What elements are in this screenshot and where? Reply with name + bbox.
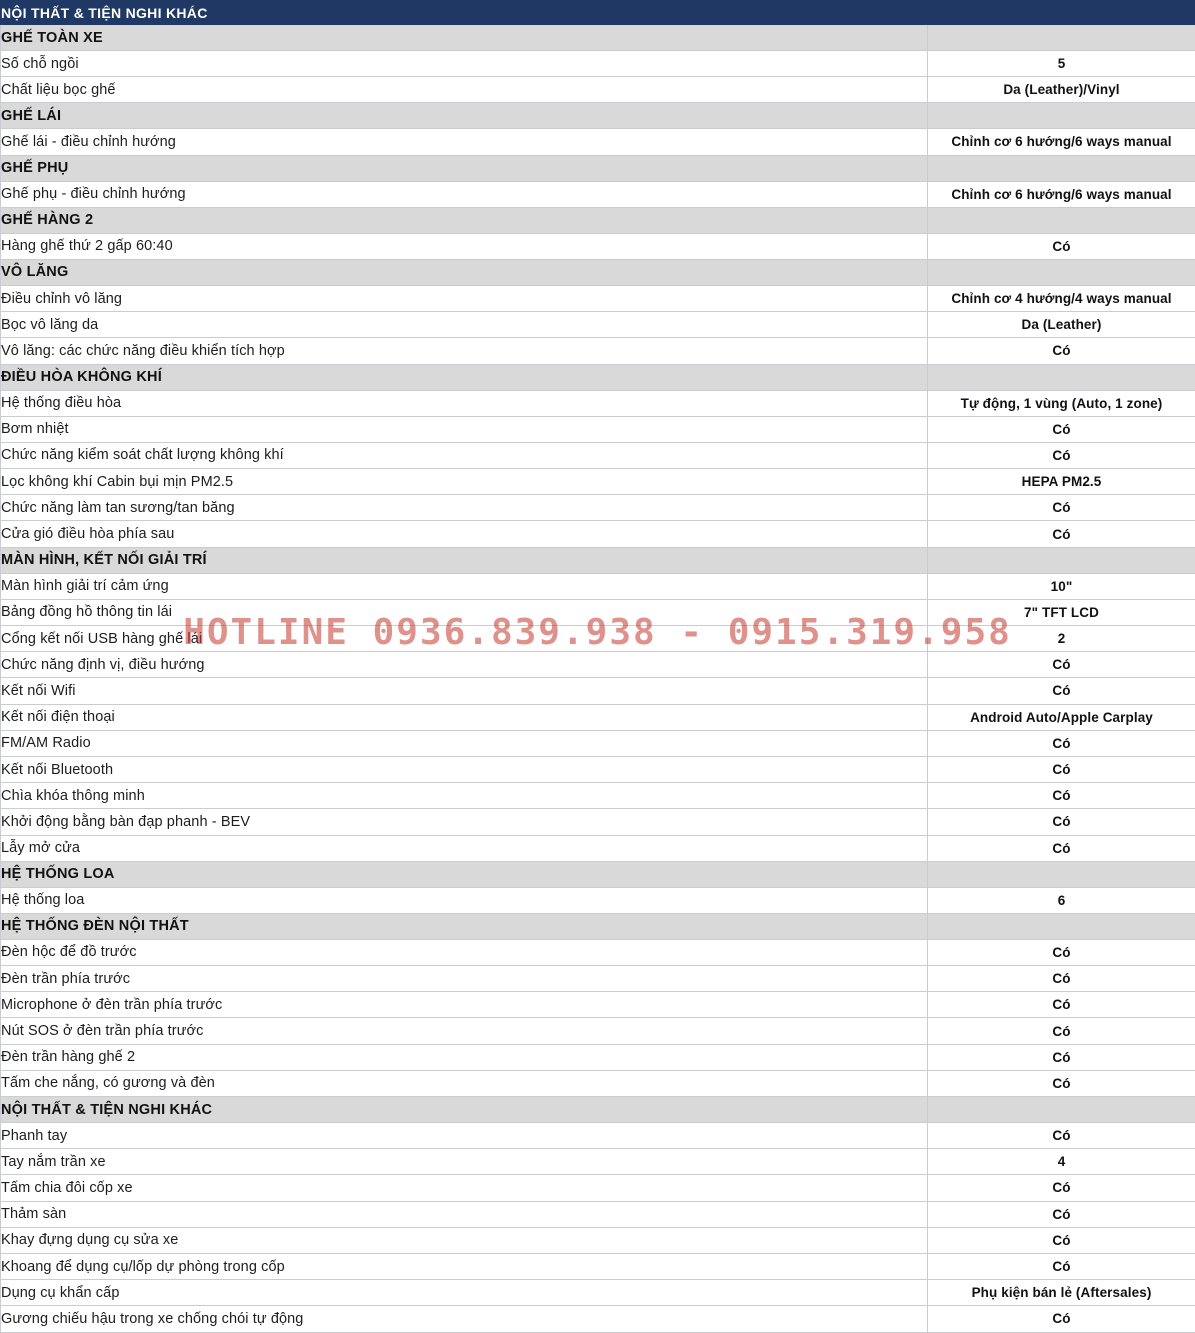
table-row: [1, 1253, 1195, 1279]
spec-label: MÀN HÌNH, KẾT NỐI GIẢI TRÍ: [1, 547, 928, 573]
spec-label: Cổng kết nối USB hàng ghế lái: [1, 626, 928, 652]
spec-value: [928, 364, 1195, 390]
spec-label: Hàng ghế thứ 2 gấp 60:40: [1, 233, 928, 259]
spec-label: Hệ thống điều hòa: [1, 390, 928, 416]
spec-label: Đèn trần phía trước: [1, 966, 928, 992]
spec-label: Dụng cụ khẩn cấp: [1, 1280, 928, 1306]
table-row: [1, 1070, 1195, 1096]
table-section-row: [1, 861, 1195, 887]
table-section-row: [1, 103, 1195, 129]
spec-value: Chỉnh cơ 6 hướng/6 ways manual: [928, 181, 1195, 207]
spec-label: Nút SOS ở đèn trần phía trước: [1, 1018, 928, 1044]
spec-label: Lẫy mở cửa: [1, 835, 928, 861]
table-row: [1, 312, 1195, 338]
table-row: [1, 939, 1195, 965]
spec-label: Chức năng làm tan sương/tan băng: [1, 495, 928, 521]
table-row: [1, 1018, 1195, 1044]
spec-value: [928, 861, 1195, 887]
spec-label: Khoang để dụng cụ/lốp dự phòng trong cốp: [1, 1253, 928, 1279]
table-row: [1, 1280, 1195, 1306]
table-row: [1, 521, 1195, 547]
table-section-row: [1, 547, 1195, 573]
spec-value: 10": [928, 573, 1195, 599]
spec-value: Có: [928, 495, 1195, 521]
spec-label: Đèn trần hàng ghế 2: [1, 1044, 928, 1070]
spec-value: Có: [928, 338, 1195, 364]
table-row: [1, 1149, 1195, 1175]
spec-label: ĐIỀU HÒA KHÔNG KHÍ: [1, 364, 928, 390]
spec-label: FM/AM Radio: [1, 730, 928, 756]
spec-label: Tấm chia đôi cốp xe: [1, 1175, 928, 1201]
spec-label: Bảng đồng hồ thông tin lái: [1, 599, 928, 625]
table-section-row: [1, 913, 1195, 939]
spec-label: Lọc không khí Cabin bụi mịn PM2.5: [1, 469, 928, 495]
spec-value: Có: [928, 992, 1195, 1018]
spec-value: Có: [928, 1175, 1195, 1201]
spec-label: Kết nối điện thoại: [1, 704, 928, 730]
table-row: [1, 966, 1195, 992]
spec-label: GHẾ PHỤ: [1, 155, 928, 181]
spec-label: NỘI THẤT & TIỆN NGHI KHÁC: [1, 1, 928, 25]
spec-value: Có: [928, 233, 1195, 259]
table-row: [1, 181, 1195, 207]
spec-value: Có: [928, 1201, 1195, 1227]
spec-value: Có: [928, 939, 1195, 965]
spec-label: Kết nối Bluetooth: [1, 756, 928, 782]
spec-label: Chìa khóa thông minh: [1, 783, 928, 809]
spec-label: HỆ THỐNG ĐÈN NỘI THẤT: [1, 913, 928, 939]
spec-value: [928, 207, 1195, 233]
spec-label: Đèn hộc để đồ trước: [1, 939, 928, 965]
table-row: [1, 442, 1195, 468]
spec-value: [928, 259, 1195, 285]
spec-value: Chỉnh cơ 6 hướng/6 ways manual: [928, 129, 1195, 155]
spec-value: Có: [928, 678, 1195, 704]
table-row: [1, 678, 1195, 704]
table-row: [1, 835, 1195, 861]
spec-value: [928, 1097, 1195, 1123]
spec-value: [928, 103, 1195, 129]
spec-label: Điều chỉnh vô lăng: [1, 285, 928, 311]
spec-value: Có: [928, 730, 1195, 756]
table-row: [1, 1123, 1195, 1149]
spec-value: Có: [928, 835, 1195, 861]
hotline-watermark: HOTLINE 0936.839.938 - 0915.319.958: [0, 612, 1195, 653]
table-row: [1, 599, 1195, 625]
spec-label: GHẾ HÀNG 2: [1, 207, 928, 233]
spec-label: GHẾ LÁI: [1, 103, 928, 129]
table-row: [1, 285, 1195, 311]
table-section-row: [1, 155, 1195, 181]
spec-label: Khởi động bằng bàn đạp phanh - BEV: [1, 809, 928, 835]
spec-label: Kết nối Wifi: [1, 678, 928, 704]
table-row: [1, 992, 1195, 1018]
spec-value: Có: [928, 416, 1195, 442]
table-row: [1, 756, 1195, 782]
spec-value: 4: [928, 1149, 1195, 1175]
table-row: [1, 1201, 1195, 1227]
table-section-row: [1, 259, 1195, 285]
spec-value: Có: [928, 1306, 1195, 1332]
spec-label: Phanh tay: [1, 1123, 928, 1149]
table-section-row: [1, 364, 1195, 390]
spec-value: Có: [928, 756, 1195, 782]
table-row: [1, 77, 1195, 103]
table-row: [1, 783, 1195, 809]
table-row: [1, 233, 1195, 259]
table-row: [1, 338, 1195, 364]
spec-label: Khay đựng dụng cụ sửa xe: [1, 1227, 928, 1253]
spec-label: Ghế phụ - điều chỉnh hướng: [1, 181, 928, 207]
table-section-row: [1, 207, 1195, 233]
table-row: [1, 495, 1195, 521]
spec-value: Có: [928, 1253, 1195, 1279]
spec-label: Gương chiếu hậu trong xe chống chói tự động: [1, 1306, 928, 1332]
spec-label: Hệ thống loa: [1, 887, 928, 913]
spec-value: Có: [928, 521, 1195, 547]
spec-label: Chức năng kiểm soát chất lượng không khí: [1, 442, 928, 468]
spec-value: Có: [928, 966, 1195, 992]
specification-table-body: [1, 1, 1195, 1333]
table-row: [1, 129, 1195, 155]
spec-value: Có: [928, 783, 1195, 809]
spec-value: Có: [928, 1070, 1195, 1096]
spec-value: Có: [928, 442, 1195, 468]
spec-label: Microphone ở đèn trần phía trước: [1, 992, 928, 1018]
spec-label: Chất liệu bọc ghế: [1, 77, 928, 103]
table-row: [1, 390, 1195, 416]
spec-label: Số chỗ ngồi: [1, 51, 928, 77]
spec-label: Màn hình giải trí cảm ứng: [1, 573, 928, 599]
spec-value: Có: [928, 1227, 1195, 1253]
table-row: [1, 1306, 1195, 1332]
table-row: [1, 887, 1195, 913]
spec-value: [928, 913, 1195, 939]
spec-value: 2: [928, 626, 1195, 652]
spec-label: Vô lăng: các chức năng điều khiển tích hợp: [1, 338, 928, 364]
spec-value: Tự động, 1 vùng (Auto, 1 zone): [928, 390, 1195, 416]
spec-value: Có: [928, 1018, 1195, 1044]
spec-label: Bơm nhiệt: [1, 416, 928, 442]
spec-value: Phụ kiện bán lẻ (Aftersales): [928, 1280, 1195, 1306]
table-row: [1, 626, 1195, 652]
table-row: [1, 1175, 1195, 1201]
table-section-row: [1, 25, 1195, 51]
spec-label: Tấm che nắng, có gương và đèn: [1, 1070, 928, 1096]
spec-value: HEPA PM2.5: [928, 469, 1195, 495]
spec-label: VÔ LĂNG: [1, 259, 928, 285]
spec-value: [928, 547, 1195, 573]
table-row: [1, 469, 1195, 495]
spec-value: 5: [928, 51, 1195, 77]
spec-value: Có: [928, 809, 1195, 835]
spec-value: 6: [928, 887, 1195, 913]
table-row: [1, 730, 1195, 756]
spec-value: Có: [928, 652, 1195, 678]
spec-label: Cửa gió điều hòa phía sau: [1, 521, 928, 547]
spec-value: Có: [928, 1044, 1195, 1070]
spec-value: Android Auto/Apple Carplay: [928, 704, 1195, 730]
table-row: [1, 1044, 1195, 1070]
spec-value: [928, 1, 1195, 25]
spec-value: Da (Leather): [928, 312, 1195, 338]
table-row: [1, 51, 1195, 77]
spec-value: Có: [928, 1123, 1195, 1149]
table-row: [1, 809, 1195, 835]
spec-value: [928, 155, 1195, 181]
spec-label: Tay nắm trần xe: [1, 1149, 928, 1175]
spec-label: Ghế lái - điều chỉnh hướng: [1, 129, 928, 155]
spec-value: 7" TFT LCD: [928, 599, 1195, 625]
spec-label: Thảm sàn: [1, 1201, 928, 1227]
spec-label: Bọc vô lăng da: [1, 312, 928, 338]
table-row: [1, 416, 1195, 442]
table-row: [1, 704, 1195, 730]
table-section-row: [1, 1097, 1195, 1123]
spec-value: Da (Leather)/Vinyl: [928, 77, 1195, 103]
spec-label: Chức năng định vị, điều hướng: [1, 652, 928, 678]
spec-label: HỆ THỐNG LOA: [1, 861, 928, 887]
table-row: [1, 652, 1195, 678]
spec-label: NỘI THẤT & TIỆN NGHI KHÁC: [1, 1097, 928, 1123]
spec-value: Chỉnh cơ 4 hướng/4 ways manual: [928, 285, 1195, 311]
table-header-row: [1, 1, 1195, 25]
table-row: [1, 1227, 1195, 1253]
spec-label: GHẾ TOÀN XE: [1, 25, 928, 51]
table-row: [1, 573, 1195, 599]
spec-value: [928, 25, 1195, 51]
